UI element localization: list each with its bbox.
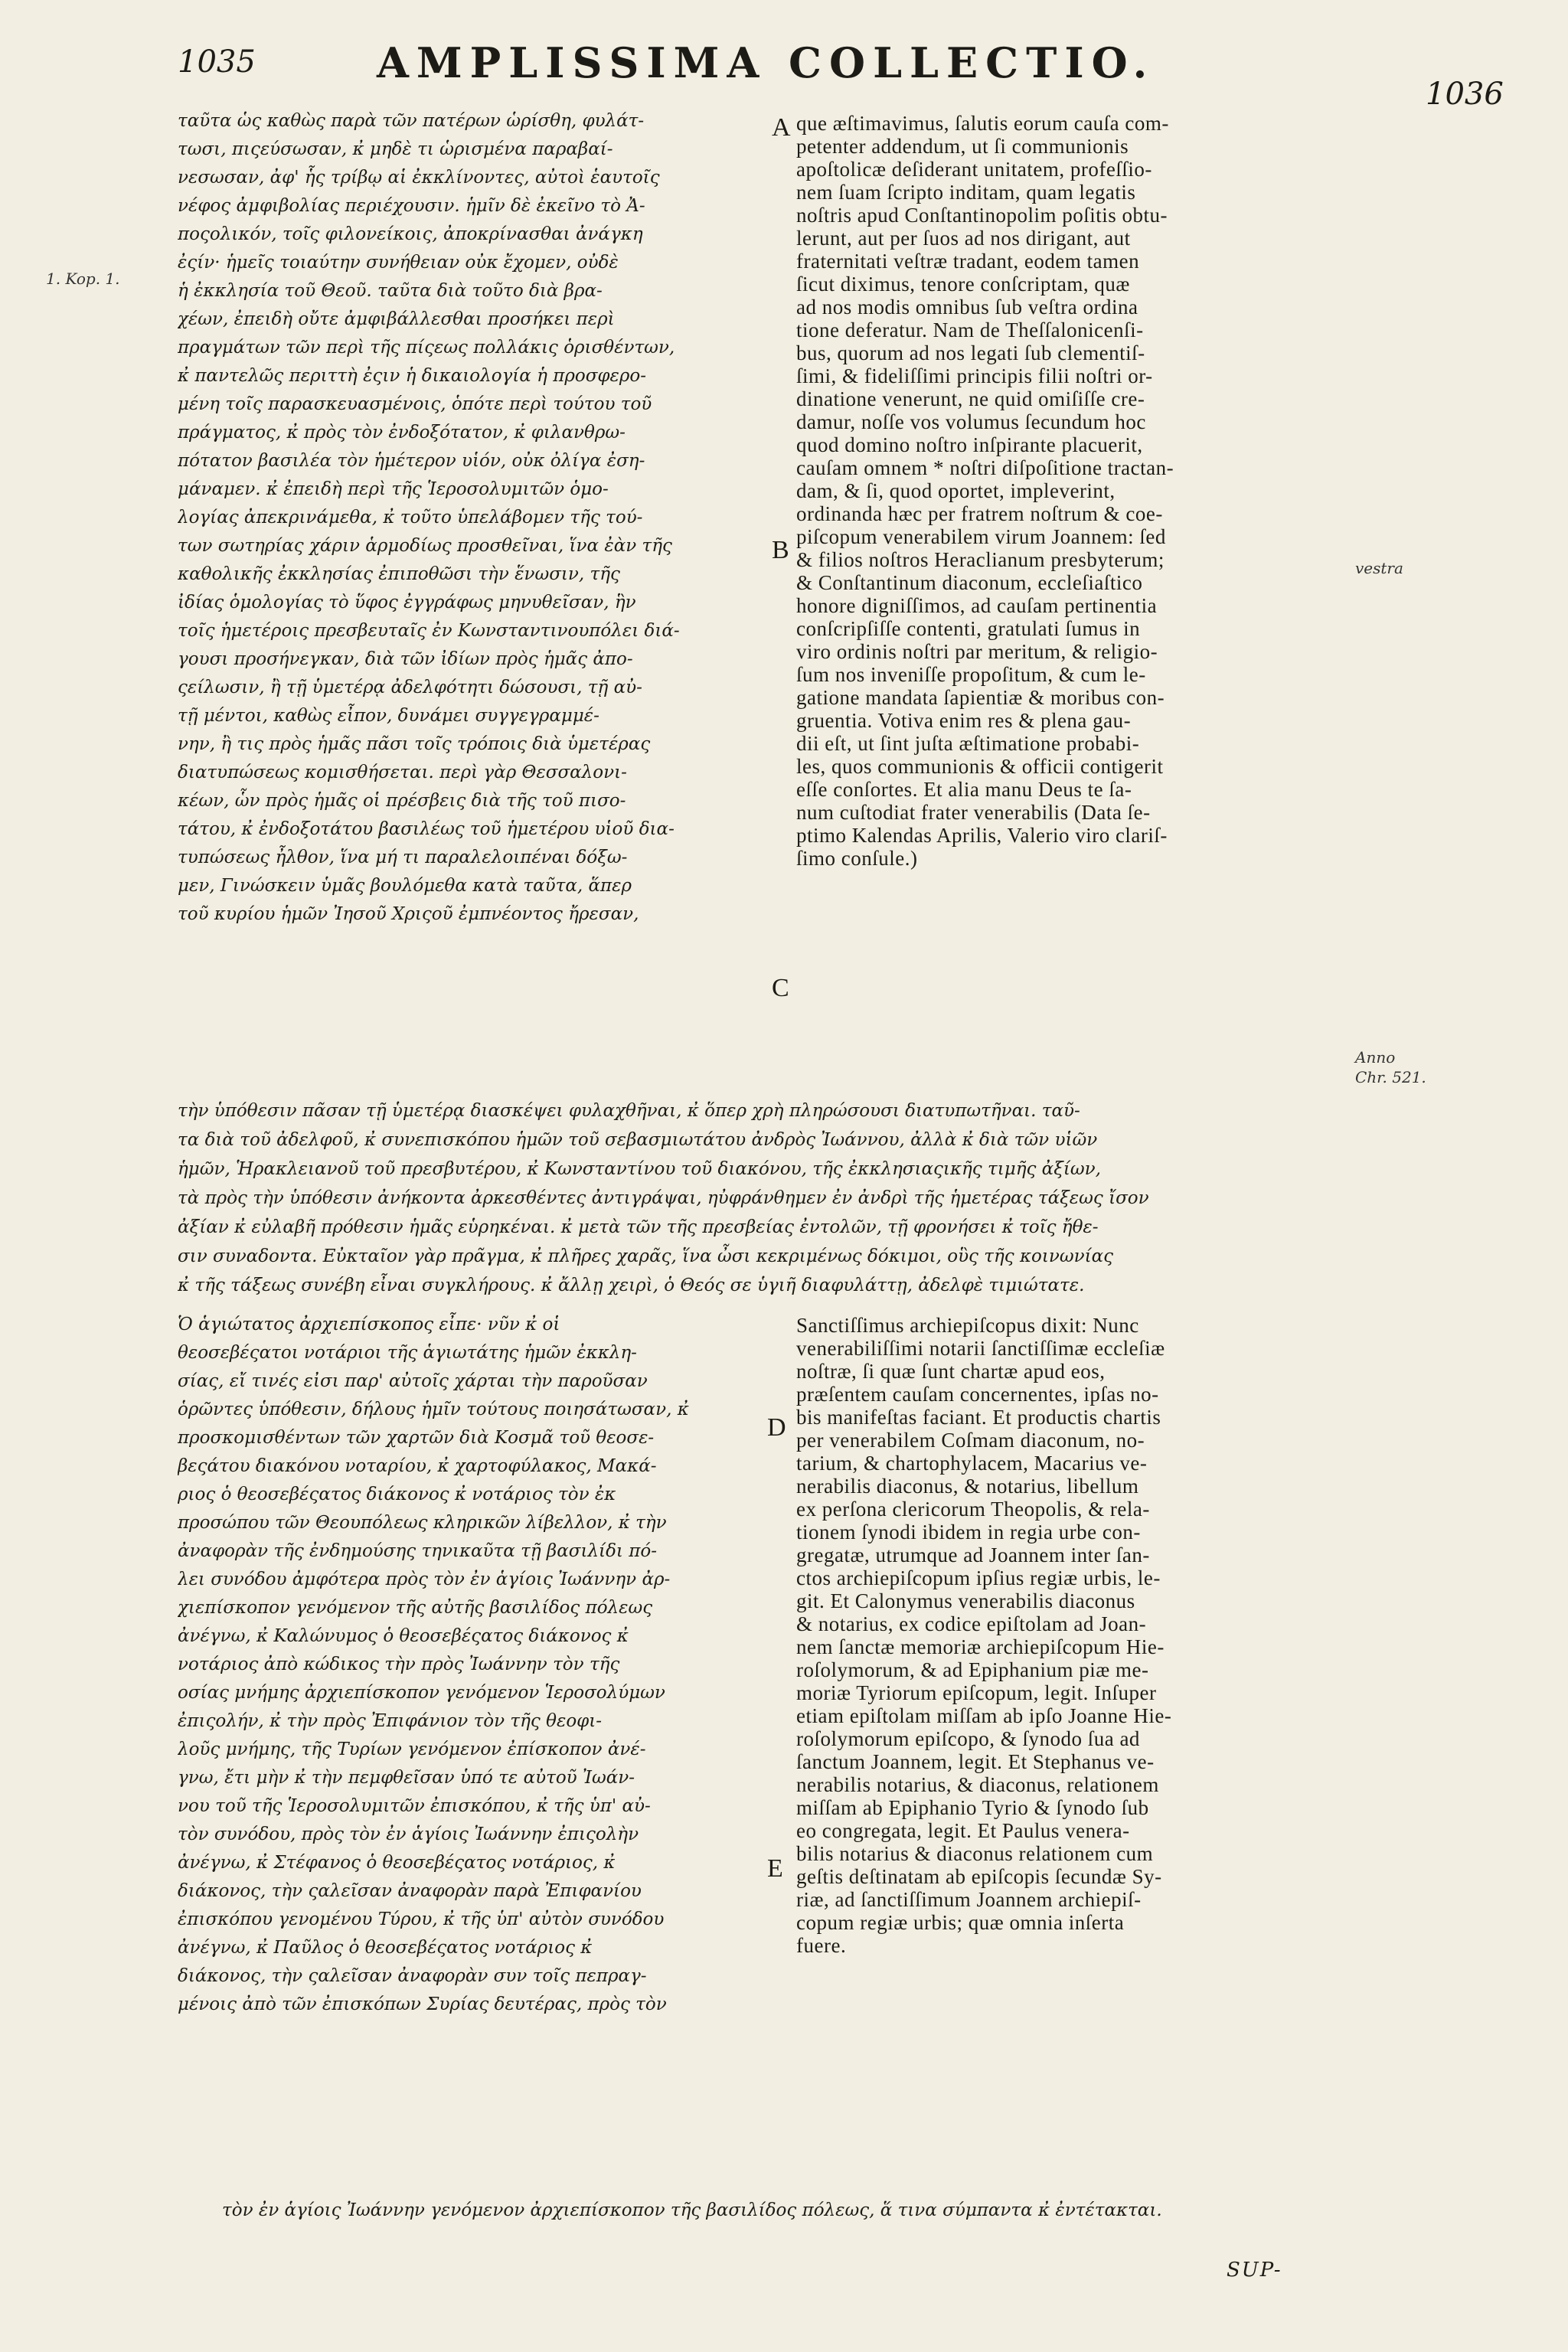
text-line: χέων, ἐπειδὴ οὔτε ἀμφιβάλλεσθαι προσήκει περὶ bbox=[178, 309, 615, 329]
text-line: bis manifeſtas faciant. Et productis chartis bbox=[796, 1406, 1161, 1429]
text-line: ἀνέγνω, κ̓ Στέφανος ὁ θεοσεβέςατος νοτάριος, κ̓ bbox=[178, 1853, 616, 1873]
text-line: τὸν συνόδου, πρὸς τὸν ἐν ἁγίοις Ἰωάννην ἐπιςολὴν bbox=[178, 1824, 639, 1844]
text-line: ἀναφορὰν τῆς ἐνδημούσης τηνικαῦτα τῇ βασιλίδι πό- bbox=[178, 1541, 657, 1561]
text-line: ſimo conſule.) bbox=[796, 847, 918, 870]
text-line: μεν, Γινώσκειν ὑμᾶς βουλόμεθα κατὰ ταῦτα, ἅπερ bbox=[178, 876, 632, 896]
text-line: ὁρῶντες ὑπόθεσιν, δήλους ἡμῖν τούτους ποιησάτωσαν, κ̓ bbox=[178, 1400, 689, 1419]
page-number-left: 1035 bbox=[178, 44, 256, 80]
greek-full-width-block bbox=[178, 1096, 1341, 1300]
latin-column-top bbox=[796, 112, 1348, 870]
text-line: μένοις ἀπὸ τῶν ἐπισκόπων Συρίας δευτέρας, πρὸς τὸν bbox=[178, 1994, 667, 2014]
text-line: ἡμῶν, Ἡρακλειανοῦ τοῦ πρεσβυτέρου, κ̓ Κωνσταντίνου τοῦ διακόνου, τῆς ἐκκλησιαςικῆς τιμῆς ἀξίων, bbox=[178, 1159, 1101, 1179]
text-line: πότατον βασιλέα τὸν ἡμέτερον υἱόν, οὐκ ὀλίγα ἐση- bbox=[178, 451, 645, 471]
text-line: ἰδίας ὁμολογίας τὸ ὕφος ἐγγράφως μηνυθεῖσαν, ἣν bbox=[178, 593, 636, 612]
text-line: χιεπίσκοπον γενόμενον τῆς αὐτῆς βασιλίδος πόλεως bbox=[178, 1598, 653, 1618]
greek-column-top bbox=[178, 107, 767, 929]
page-header bbox=[0, 34, 1568, 112]
text-line: ποςολικόν, τοῖς φιλονείκοις, ἀποκρίνασθαι ἀνάγκη bbox=[178, 224, 643, 244]
margin-note-reference: 1. Kop. 1. bbox=[46, 270, 120, 288]
text-line: noſtræ, ſi quæ ſunt chartæ apud eos, bbox=[796, 1360, 1106, 1383]
text-line: διάκονος, τὴν ςαλεῖσαν ἀναφορὰν συν τοῖς πεπραγ- bbox=[178, 1966, 647, 1986]
text-line: ordinanda hæc per fratrem noſtrum & coe- bbox=[796, 502, 1163, 525]
running-title: AMPLISSIMA COLLECTIO. bbox=[377, 38, 1155, 87]
greek-column-bottom bbox=[178, 1311, 767, 2019]
text-line: conſcripſiſſe contenti, gratulati ſumus in bbox=[796, 617, 1141, 640]
text-line: gatione mandata ſapientiæ & moribus con- bbox=[796, 686, 1165, 709]
text-line: git. Et Calonymus venerabilis diaconus bbox=[796, 1589, 1135, 1612]
text-line: roſolymorum, & ad Epiphanium piæ me- bbox=[796, 1658, 1149, 1681]
text-line: Ὁ ἁγιώτατος ἀρχιεπίσκοπος εἶπε· νῦν κ̓ οἱ bbox=[178, 1315, 560, 1334]
text-line: dinatione venerunt, ne quid omiſiſſe cre- bbox=[796, 387, 1145, 410]
text-line: dii eſt, ut ſint juſta æſtimatione probabi- bbox=[796, 732, 1140, 755]
text-line: σίας, εἴ τινές εἰσι παρ' αὐτοῖς χάρται τὴν παροῦσαν bbox=[178, 1371, 648, 1391]
text-line: οσίας μνήμης ἀρχιεπίσκοπον γενόμενον Ἱεροσολύμων bbox=[178, 1683, 665, 1703]
text-line: των σωτηρίας χάριν ἁρμοδίως προσθεῖναι, ἵνα ἐὰν τῆς bbox=[178, 536, 672, 556]
text-line: σιν συναδοντα. Εὐκταῖον γὰρ πρᾶγμα, κ̓ πλῆρες χαρᾶς, ἵνα ὦσι κεκριμένως δόκιμοι, οὓς τῆς κοινωνίας bbox=[178, 1246, 1114, 1266]
greek-final-line bbox=[222, 2196, 1348, 2225]
text-line: les, quos communionis & officii contigerit bbox=[796, 755, 1164, 778]
text-line: geſtis deſtinatam ab epiſcopis ſecundæ Sy- bbox=[796, 1865, 1162, 1888]
section-marker-d: D bbox=[767, 1413, 786, 1442]
text-line: fraternitati veſtræ tradant, eodem tamen bbox=[796, 250, 1140, 273]
text-line: ſum nos inveniſſe propoſitum, & cum le- bbox=[796, 663, 1146, 686]
text-line: ἡ ἐκκλησία τοῦ Θεοῦ. ταῦτα διὰ τοῦτο διὰ βρα- bbox=[178, 281, 603, 301]
text-line: νεσωσαν, ἀφ' ἧς τρίβῳ αἱ ἐκκλίνοντες, αὐτοὶ ἑαυτοῖς bbox=[178, 168, 660, 188]
text-line: lerunt, aut per ſuos ad nos dirigant, aut bbox=[796, 227, 1131, 250]
text-line: cauſam omnem * noſtri diſpoſitione tractan- bbox=[796, 456, 1174, 479]
text-line: ad nos modis omnibus ſub veſtra ordina bbox=[796, 296, 1138, 318]
text-line: κ̓ παντελῶς περιττὴ ἐςιν ἡ δικαιολογία ἡ προσφερο- bbox=[178, 366, 647, 386]
text-line: τυπώσεως ἦλθον, ἵνα μή τι παραλελοιπέναι δόξω- bbox=[178, 848, 628, 867]
text-line: προσκομισθέντων τῶν χαρτῶν διὰ Κοσμᾶ τοῦ θεοσε- bbox=[178, 1428, 655, 1448]
text-line: nem ſanctæ memoriæ archiepiſcopum Hie- bbox=[796, 1635, 1165, 1658]
section-marker-c: C bbox=[772, 974, 789, 1002]
text-line: copum regiæ urbis; quæ omnia inſerta bbox=[796, 1911, 1125, 1934]
text-line: ταῦτα ὡς καθὼς παρὰ τῶν πατέρων ὡρίσθη, φυλάτ- bbox=[178, 111, 645, 131]
text-line: eſſe conſortes. Et alia manu Deus te ſa- bbox=[796, 778, 1132, 801]
text-line: num cuſtodiat frater venerabilis (Data ſe- bbox=[796, 801, 1151, 824]
text-line: διατυπώσεως κομισθήσεται. περὶ γὰρ Θεσσαλονι- bbox=[178, 763, 627, 782]
section-marker-a: A bbox=[772, 113, 791, 142]
catchword: SUP- bbox=[1227, 2259, 1282, 2282]
text-line: ex perſona clericorum Theopolis, & rela- bbox=[796, 1498, 1150, 1521]
text-line: πράγματος, κ̓ πρὸς τὸν ἐνδοξότατον, κ̓ φιλανθρω- bbox=[178, 423, 626, 443]
text-line: κέων, ὧν πρὸς ἡμᾶς οἱ πρέσβεις διὰ τῆς τοῦ πισο- bbox=[178, 791, 626, 811]
section-marker-e: E bbox=[767, 1854, 783, 1883]
text-line: κ̓ τῆς τάξεως συνέβη εἶναι συγκλήρους. κ̓ ἄλλῃ χειρὶ, ὁ Θεός σε ὑγιῆ διαφυλάττῃ, ἀδελφὲ τιμιώτατε. bbox=[178, 1276, 1085, 1295]
text-line: noſtris apud Conſtantinopolim poſitis obtu- bbox=[796, 204, 1168, 227]
text-line: τὸν ἐν ἁγίοις Ἰωάννην γενόμενον ἀρχιεπίσκοπον τῆς βασιλίδος πόλεως, ἅ τινα σύμπαντα κ̓ ἐντέτακται. bbox=[222, 2200, 1162, 2220]
text-line: τα διὰ τοῦ ἀδελφοῦ, κ̓ συνεπισκόπου ἡμῶν τοῦ σεβασμιωτάτου ἀνδρὸς Ἰωάννου, ἀλλὰ κ̓ διὰ τῶν υἱῶν bbox=[178, 1130, 1098, 1150]
text-line: τωσι, πιςεύσωσαν, κ̓ μηδὲ τι ὡρισμένα παραβαί- bbox=[178, 139, 613, 159]
text-line: moriæ Tyriorum epiſcopum, legit. Inſuper bbox=[796, 1681, 1157, 1704]
text-line: μένη τοῖς παρασκευασμένοις, ὁπότε περὶ τούτου τοῦ bbox=[178, 394, 652, 414]
text-line: honore digniſſimos, ad cauſam pertinentia bbox=[796, 594, 1158, 617]
text-line: προσώπου τῶν Θεουπόλεως κληρικῶν λίβελλον, κ̓ τὴν bbox=[178, 1513, 667, 1533]
text-line: nem ſuam ſcripto inditam, quam legatis bbox=[796, 181, 1136, 204]
text-line: eo congregata, legit. Et Paulus venera- bbox=[796, 1819, 1130, 1842]
text-line: θεοσεβέςατοι νοτάριοι τῆς ἁγιωτάτης ἡμῶν ἐκκλη- bbox=[178, 1343, 637, 1363]
text-line: tionem ſynodi ibidem in regia urbe con- bbox=[796, 1521, 1141, 1544]
margin-note-vestra: vestra bbox=[1355, 559, 1403, 577]
text-line: quod domino noſtro inſpirante placuerit, bbox=[796, 433, 1143, 456]
text-line: τῇ μέντοι, καθὼς εἶπον, δυνάμει συγγεγραμμέ- bbox=[178, 706, 599, 726]
text-line: νου τοῦ τῆς Ἱεροσολυμιτῶν ἐπισκόπου, κ̓ τῆς ὑπ' αὐ- bbox=[178, 1796, 651, 1816]
text-line: καθολικῆς ἐκκλησίας ἐπιποθῶσι τὴν ἕνωσιν, τῆς bbox=[178, 564, 620, 584]
text-line: gregatæ, utrumque ad Joannem inter ſan- bbox=[796, 1544, 1150, 1566]
text-line: μάναμεν. κ̓ ἐπειδὴ περὶ τῆς Ἱεροσολυμιτῶν ὁμο- bbox=[178, 479, 609, 499]
text-line: ſanctum Joannem, legit. Et Stephanus ve- bbox=[796, 1750, 1155, 1773]
text-line: etiam epiſtolam miſſam ab ipſo Joanne Hie- bbox=[796, 1704, 1172, 1727]
latin-column-bottom bbox=[796, 1314, 1348, 1957]
text-line: roſolymorum epiſcopo, & ſynodo ſua ad bbox=[796, 1727, 1140, 1750]
text-line: ptimo Kalendas Aprilis, Valerio viro clariſ- bbox=[796, 824, 1168, 847]
text-line: nerabilis notarius, & diaconus, relationem bbox=[796, 1773, 1159, 1796]
text-line: & filios noſtros Heraclianum presbyterum; bbox=[796, 548, 1165, 571]
text-line: διάκονος, τὴν ςαλεῖσαν ἀναφορὰν παρὰ Ἐπιφανίου bbox=[178, 1881, 642, 1901]
text-line: ſicut diximus, tenore conſcriptam, quæ bbox=[796, 273, 1130, 296]
text-line: βεςάτου διακόνου νοταρίου, κ̓ χαρτοφύλακος, Μακά- bbox=[178, 1456, 657, 1476]
text-line: ςείλωσιν, ἢ τῇ ὑμετέρᾳ ἀδελφότητι δώσουσι, τῇ αὐ- bbox=[178, 678, 642, 697]
text-line: νέφος ἀμφιβολίας περιέχουσιν. ἡμῖν δὲ ἐκεῖνο τὸ Ἀ- bbox=[178, 196, 645, 216]
text-line: que æſtimavimus, ſalutis eorum cauſa com- bbox=[796, 112, 1169, 135]
text-line: λογίας ἀπεκρινάμεθα, κ̓ τοῦτο ὑπελάβομεν τῆς τού- bbox=[178, 508, 643, 528]
text-line: piſcopum venerabilem virum Joannem: ſed bbox=[796, 525, 1166, 548]
text-line: dam, & ſi, quod oportet, impleverint, bbox=[796, 479, 1116, 502]
text-line: riæ, ad ſanctiſſimum Joannem archiepiſ- bbox=[796, 1888, 1142, 1911]
text-line: πραγμάτων τῶν περὶ τῆς πίςεως πολλάκις ὁρισθέντων, bbox=[178, 338, 675, 358]
text-line: venerabiliſſimi notarii ſanctiſſimæ eccleſiæ bbox=[796, 1337, 1165, 1360]
text-line: νην, ἢ τις πρὸς ἡμᾶς πᾶσι τοῖς τρόποις διὰ ὑμετέρας bbox=[178, 734, 651, 754]
section-marker-b: B bbox=[772, 536, 789, 564]
text-line: ἐπισκόπου γενομένου Τύρου, κ̓ τῆς ὑπ' αὐτὸν συνόδου bbox=[178, 1909, 665, 1929]
text-line: γουσι προσήνεγκαν, διὰ τῶν ἰδίων πρὸς ἡμᾶς ἀπο- bbox=[178, 649, 633, 669]
page-number-right: 1036 bbox=[1426, 77, 1504, 112]
text-line: gruentia. Votiva enim res & plena gau- bbox=[796, 709, 1132, 732]
text-line: τοῦ κυρίου ἡμῶν Ἰησοῦ Χριςοῦ ἐμπνέοντος ἤρεσαν, bbox=[178, 904, 639, 924]
text-line: τὰ πρὸς τὴν ὑπόθεσιν ἀνήκοντα ἀρκεσθέντες ἀντιγράψαι, ηὐφράνθημεν ἐν ἀνδρὶ τῆς ἡμετέρας τάξεως ἴσον bbox=[178, 1188, 1149, 1208]
text-line: miſſam ab Epiphanio Tyrio & ſynodo ſub bbox=[796, 1796, 1149, 1819]
text-line: bilis notarius & diaconus relationem cum bbox=[796, 1842, 1154, 1865]
text-line: per venerabilem Coſmam diaconum, no- bbox=[796, 1429, 1145, 1452]
text-line: λοῦς μνήμης, τῆς Τυρίων γενόμενον ἐπίσκοπον ἀνέ- bbox=[178, 1740, 646, 1759]
text-line: τοῖς ἡμετέροις πρεσβευταῖς ἐν Κωνσταντινουπόλει διά- bbox=[178, 621, 680, 641]
text-line: tarium, & chartophylacem, Macarius ve- bbox=[796, 1452, 1148, 1475]
text-line: præſentem cauſam concernentes, ipſas no- bbox=[796, 1383, 1159, 1406]
text-line: petenter addendum, ut ſi communionis bbox=[796, 135, 1129, 158]
text-line: ἐπιςολήν, κ̓ τὴν πρὸς Ἐπιφάνιον τὸν τῆς θεοφι- bbox=[178, 1711, 603, 1731]
text-line: ἀνέγνω, κ̓ Καλώνυμος ὁ θεοσεβέςατος διάκονος κ̓ bbox=[178, 1626, 629, 1646]
text-line: ριος ὁ θεοσεβέςατος διάκονος κ̓ νοτάριος τὸν ἐκ bbox=[178, 1485, 616, 1504]
margin-note-year: Anno Chr. 521. bbox=[1355, 1048, 1426, 1086]
text-line: apoſtolicæ deſiderant unitatem, profeſſio- bbox=[796, 158, 1152, 181]
text-line: γνω, ἔτι μὴν κ̓ τὴν πεμφθεῖσαν ὑπό τε αὐτοῦ Ἰωάν- bbox=[178, 1768, 635, 1788]
text-line: viro ordinis noſtri par meritum, & religio- bbox=[796, 640, 1158, 663]
text-line: τὴν ὑπόθεσιν πᾶσαν τῇ ὑμετέρᾳ διασκέψει φυλαχθῆναι, κ̓ ὅπερ χρὴ πληρώσουσι διατυπωτῆναι. ταῦ- bbox=[178, 1101, 1080, 1121]
text-line: fuere. bbox=[796, 1934, 847, 1957]
text-line: damur, noſſe vos volumus ſecundum hoc bbox=[796, 410, 1146, 433]
text-line: λει συνόδου ἀμφότερα πρὸς τὸν ἐν ἁγίοις Ἰωάννην ἀρ- bbox=[178, 1570, 671, 1589]
text-line: Sanctiſſimus archiepiſcopus dixit: Nunc bbox=[796, 1314, 1139, 1337]
text-line: ἀνέγνω, κ̓ Παῦλος ὁ θεοσεβέςατος νοτάριος κ̓ bbox=[178, 1938, 593, 1958]
text-line: & notarius, ex codice epiſtolam ad Joan- bbox=[796, 1612, 1147, 1635]
text-line: bus, quorum ad nos legati ſub clementiſ- bbox=[796, 341, 1145, 364]
text-line: ἀξίαν κ̓ εὐλαβῆ πρόθεσιν ἡμᾶς εὑρηκέναι. κ̓ μετὰ τῶν τῆς πρεσβείας ἐντολῶν, τῇ φρονήσει κ̓ τοῖς ἤθε- bbox=[178, 1217, 1099, 1237]
text-line: ἐςίν· ἡμεῖς τοιαύτην συνήθειαν οὐκ ἔχομεν, οὐδὲ bbox=[178, 253, 619, 273]
text-line: τάτου, κ̓ ἐνδοξοτάτου βασιλέως τοῦ ἡμετέρου υἱοῦ δια- bbox=[178, 819, 675, 839]
text-line: ctos archiepiſcopum ipſius regiæ urbis, le- bbox=[796, 1566, 1161, 1589]
text-line: & Conſtantinum diaconum, eccleſiaſtico bbox=[796, 571, 1143, 594]
text-line: ſimi, & fideliſſimi principis filii noſtri or- bbox=[796, 364, 1153, 387]
text-line: νοτάριος ἀπὸ κώδικος τὴν πρὸς Ἰωάννην τὸν τῆς bbox=[178, 1655, 620, 1674]
text-line: nerabilis diaconus, & notarius, libellum bbox=[796, 1475, 1139, 1498]
text-line: tione deferatur. Nam de Theſſalonicenſi- bbox=[796, 318, 1144, 341]
